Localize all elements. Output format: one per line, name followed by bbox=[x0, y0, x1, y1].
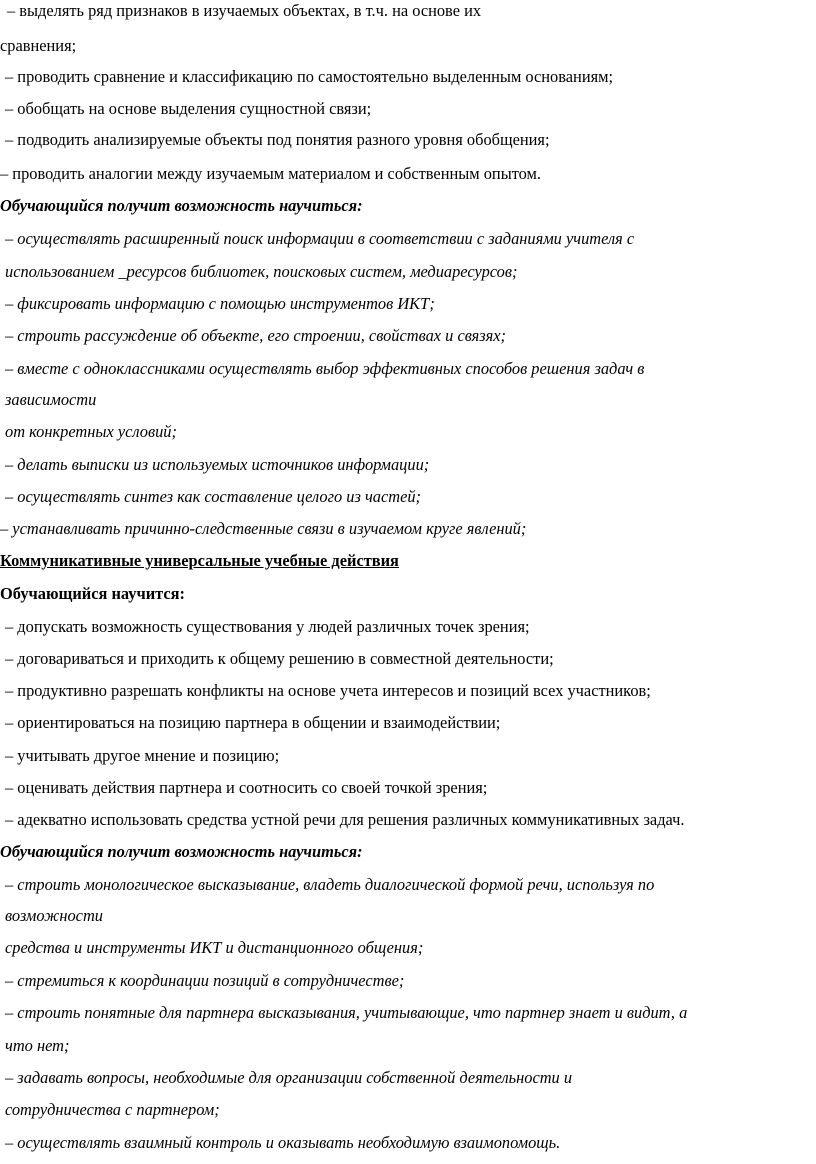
text-line: сравнения; bbox=[0, 36, 77, 55]
text-line: – адекватно использовать средства устной речи для решения различных коммуникативных задач. bbox=[5, 810, 685, 829]
text-line: – осуществлять расширенный поиск информации в соответствии с заданиями учителя с bbox=[5, 229, 635, 248]
text-line: – осуществлять синтез как составление целого из частей; bbox=[5, 487, 422, 506]
text-line: – договариваться и приходить к общему решению в совместной деятельности; bbox=[5, 649, 554, 668]
text-line: – строить рассуждение об объекте, его строении, свойствах и связях; bbox=[5, 326, 507, 345]
text-line: – фиксировать информацию с помощью инструментов ИКТ; bbox=[5, 294, 435, 313]
text-line: – допускать возможность существования у людей различных точек зрения; bbox=[5, 617, 530, 636]
text-line: – ориентироваться на позицию партнера в общении и взаимодействии; bbox=[5, 713, 501, 732]
text-line: – строить понятные для партнера высказывания, учитывающие, что партнер знает и видит, а bbox=[5, 1003, 688, 1022]
text-line: – подводить анализируемые объекты под понятия разного уровня обобщения; bbox=[5, 130, 550, 149]
section-subheading: Обучающийся получит возможность научиться: bbox=[0, 196, 363, 215]
text-line: от конкретных условий; bbox=[5, 422, 177, 441]
text-line: – выделять ряд признаков в изучаемых объектах, в т.ч. на основе их bbox=[7, 1, 482, 20]
text-line: – продуктивно разрешать конфликты на основе учета интересов и позиций всех участников; bbox=[5, 681, 651, 700]
section-heading: Коммуникативные универсальные учебные действия bbox=[0, 551, 399, 570]
text-line: – учитывать другое мнение и позицию; bbox=[5, 746, 280, 765]
text-line: – вместе с одноклассниками осуществлять выбор эффективных способов решения задач в bbox=[5, 359, 645, 378]
section-subheading: Обучающийся научится: bbox=[0, 584, 185, 603]
text-line: – задавать вопросы, необходимые для организации собственной деятельности и bbox=[5, 1068, 573, 1087]
text-line: – проводить аналогии между изучаемым материалом и собственным опытом. bbox=[0, 164, 542, 183]
text-line: зависимости bbox=[5, 390, 97, 409]
text-line: что нет; bbox=[5, 1036, 70, 1055]
text-line: возможности bbox=[5, 906, 103, 925]
text-line: средства и инструменты ИКТ и дистанционного общения; bbox=[5, 938, 424, 957]
text-line: – устанавливать причинно-следственные связи в изучаемом круге явлений; bbox=[0, 519, 527, 538]
text-line: – строить монологическое высказывание, владеть диалогической формой речи, используя по bbox=[5, 875, 655, 894]
text-line: – осуществлять взаимный контроль и оказывать необходимую взаимопомощь. bbox=[5, 1133, 561, 1152]
text-line: – обобщать на основе выделения сущностной связи; bbox=[5, 99, 372, 118]
text-line: сотрудничества с партнером; bbox=[5, 1100, 220, 1119]
text-line: – оценивать действия партнера и соотносить со своей точкой зрения; bbox=[5, 778, 488, 797]
text-line: – делать выписки из используемых источников информации; bbox=[5, 455, 430, 474]
text-line: использованием _ресурсов библиотек, поисковых систем, медиаресурсов; bbox=[5, 262, 518, 281]
text-line: – стремиться к координации позиций в сотрудничестве; bbox=[5, 971, 405, 990]
section-subheading: Обучающийся получит возможность научиться: bbox=[0, 842, 363, 861]
text-line: – проводить сравнение и классификацию по самостоятельно выделенным основаниям; bbox=[5, 67, 614, 86]
